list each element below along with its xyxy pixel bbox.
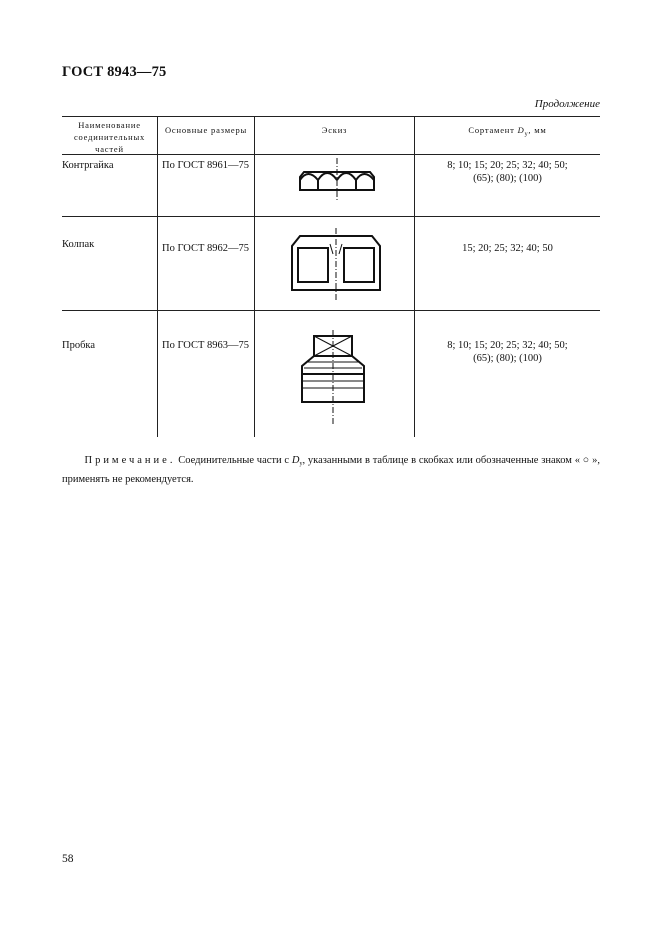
note-label: Примечание.	[84, 455, 176, 466]
row-2-dimensions: По ГОСТ 8962—75	[162, 243, 250, 254]
header-name-line-1: Наименование	[78, 120, 141, 130]
header-name	[62, 119, 157, 155]
doc-title: ГОСТ 8943—75	[62, 64, 167, 80]
header-assortment-symbol: $D_у$	[517, 125, 529, 138]
col-divider-2	[254, 116, 255, 437]
cap-sketch-icon	[284, 226, 388, 302]
header-assortment-unit: , мм	[528, 125, 547, 135]
note-text-a: Соединительные части с	[178, 455, 290, 466]
page-number: 58	[62, 853, 74, 865]
row-2-name: Колпак	[62, 239, 95, 250]
continuation-label: Продолжение	[534, 98, 600, 110]
header-assortment	[415, 124, 600, 141]
row-3-assortment-line-1: 8; 10; 15; 20; 25; 32; 40; 50;	[447, 340, 568, 351]
note-text-c: », применять не рекомендуется.	[62, 455, 601, 485]
row-2-assortment-line-1: 15; 20; 25; 32; 40; 50	[462, 243, 553, 254]
row-3-name: Пробка	[62, 340, 96, 351]
header-sketch: Эскиз	[321, 125, 348, 135]
locknut-sketch-icon	[292, 152, 382, 202]
row-1-dimensions: По ГОСТ 8961—75	[162, 160, 250, 171]
row-1-assortment-line-1: 8; 10; 15; 20; 25; 32; 40; 50;	[447, 160, 568, 171]
table-top-rule	[62, 116, 600, 117]
col-divider-1	[157, 116, 158, 437]
note-circle-icon: ○	[582, 455, 590, 466]
plug-sketch-icon	[294, 330, 378, 434]
row-1-assortment	[415, 159, 600, 185]
header-assortment-prefix: Сортамент	[468, 125, 515, 135]
parts-table	[62, 116, 600, 437]
header-name-line-2: соединительных	[73, 132, 146, 142]
row-1-name: Контргайка	[62, 160, 114, 171]
row-3-assortment	[415, 339, 600, 365]
row-divider-1	[62, 216, 600, 217]
header-dimensions: Основные размеры	[164, 125, 248, 135]
note-text-b: , указанными в таблице в скобках или обозначенные знаком «	[302, 455, 580, 466]
row-3-dimensions: По ГОСТ 8963—75	[162, 340, 250, 351]
row-divider-2	[62, 310, 600, 311]
row-3-assortment-line-2: (65); (80); (100)	[473, 353, 542, 364]
note-symbol: $D_у$	[291, 455, 303, 467]
table-note	[62, 453, 600, 487]
row-1-assortment-line-2: (65); (80); (100)	[473, 173, 542, 184]
row-2-assortment	[415, 242, 600, 255]
header-name-line-3: частей	[95, 144, 124, 154]
